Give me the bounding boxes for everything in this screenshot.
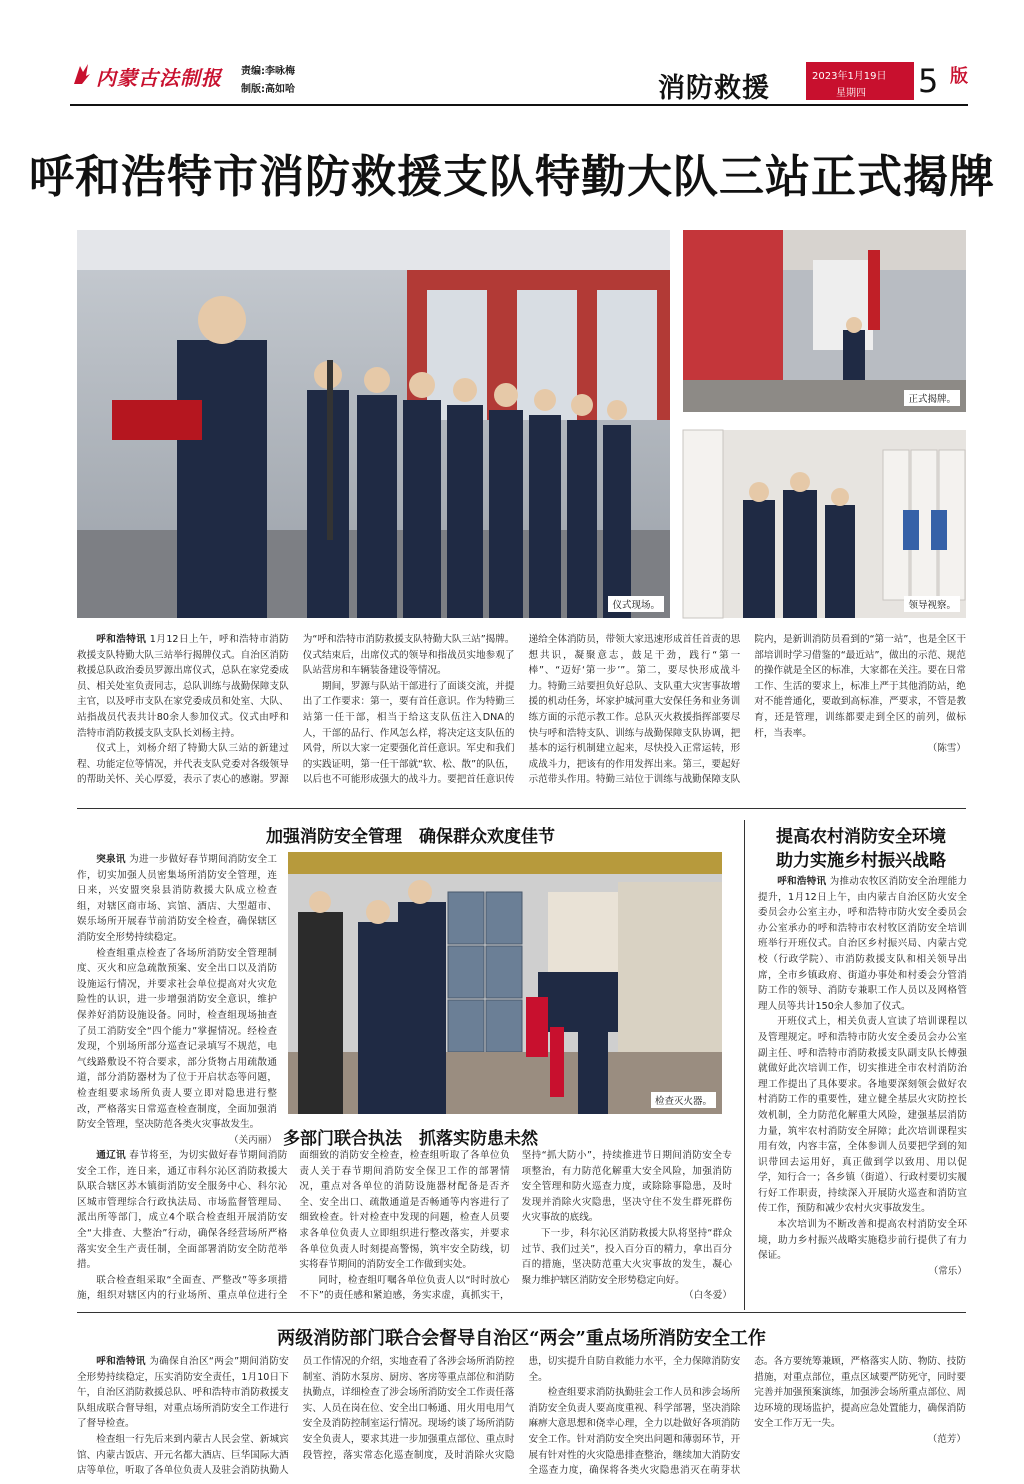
story1-paragraph: 呼和浩特讯 1月12日上午，呼和浩特市消防救援支队特勤大队三站举行揭牌仪式。自治区消防救援总队政治委员罗源出席仪式，总队在家党委成员、相关处室负责同志，总队训练与战勤保障支队主官，以及呼市支队在家党委成员和处室、大队、站指战员代表共计80余人参加仪式。仪式由呼和浩特市消防救援支队支队长刘杨主持。	[77, 634, 289, 739]
story4-headline: 提高农村消防安全环境	[776, 827, 946, 847]
divider-story1	[77, 808, 966, 809]
story5-paragraph: 呼和浩特讯 为确保自治区“两会”期间消防安全形势持续稳定，压实消防安全责任，1月10日下午，自治区消防救援总队、呼和浩特市消防救援支队组成联合督导组，对重点场所消防安全工作进行了督导检查。	[77, 1356, 289, 1430]
page-suffix: 版	[950, 66, 968, 87]
unveil-photo	[683, 230, 966, 412]
story4-paragraph: 呼和浩特讯 为推动农牧区消防安全治理能力提升，1月12日上午，由内蒙古自治区防火安全委员会办公室主办，呼和浩特市防火安全委员会办公室承办的呼和浩特市农村牧区消防安全培训班举行开班仪式。自治区乡村振兴局、内蒙古党校（行政学院）、市消防救援支队和相关领导出席，全市乡镇政府、街道办事处和村委会分管消防工作的领导、消防专兼职工作人员以及网格管理人员等共计150余人参加了仪式。	[758, 876, 968, 1012]
story1-paragraph: 仪式上，刘杨介绍了特勤大队三站的新建过程、功能定位等情况，并代表支队党委对各级领导的帮助关怀、关心厚爱，表示了衷心的感谢。罗源为“呼和浩特市消防救援支队特勤大队三站”揭牌。仪式结束后，出席仪式的领导和指战员实地参观了队站营房和车辆装备建设等情况。	[77, 634, 515, 786]
story5-lead: 呼和浩特讯	[96, 1356, 146, 1367]
story5-body	[77, 1354, 966, 1480]
story3-paragraph: 下一步，科尔沁区消防救援大队将坚持“群众过节、我们过关”，投入百分百的精力，拿出百分百的措施，坚决防范重大火灾事故的发生，凝心聚力维护辖区消防安全形势稳定向好。	[521, 1227, 732, 1286]
story3-paragraph: 通辽讯 春节将至，为切实做好春节期间消防安全工作，连日来，通辽市科尔沁区消防救援大队联合辖区苏木镇街消防安全服务中心、科尔沁区城市管理综合行政执法局、市场监督管理局、派出所等部门，成立4个联合检查组开展消防安全“大排查、大整治”行动，确保各经营场所严格落实安全生产责任制，全面部署消防安全防范举措。	[77, 1150, 288, 1271]
story4-body	[758, 874, 967, 1304]
story1-signature: （陈雪）	[927, 743, 966, 755]
story5-headline: 两级消防部门联合会督导自治区“两会”重点场所消防安全工作	[277, 1328, 766, 1349]
issue-weekday: 星期四	[836, 88, 866, 99]
ceremony-caption: 仪式现场。	[608, 596, 664, 612]
story5-signature: （范芳）	[927, 1433, 966, 1445]
story4-headline2: 助力实施乡村振兴战略	[776, 851, 946, 871]
story5-paragraph: 检查组一行先后来到内蒙古人民会堂、新城宾馆、内蒙古饭店、开元名都大酒店、巨华国际大酒店等单位，听取了各单位负责人及驻会消防执勤人员工作情况的介绍，实地查看了各涉会场所消防控制室、消防水泵房、厨房、客房等重点部位和消防执勤点，详细检查了涉会场所消防安全工作责任落实、人员在岗在位、安全出口畅通、用火用电用气安全及消防控制室运行情况。现场约谈了场所消防安全负责人，要求其进一步加强重点部位、重点时段管控，落实常态化巡查制度，及时消除火灾隐患，切实提升自防自救能力水平，全力保障消防安全。	[77, 1356, 741, 1477]
divider-story5	[77, 1312, 966, 1313]
story2-paragraph: 突泉讯 为进一步做好春节期间消防安全工作，切实加强人员密集场所消防安全管理，连日来，兴安盟突泉县消防救援大队成立检查组，对辖区商市场、宾馆、酒店、大型超市、娱乐场所开展春节前消防安全检查，确保辖区消防安全形势持续稳定。	[77, 854, 277, 943]
logo-emblem-icon	[70, 62, 92, 86]
story1-paragraph: 期间，罗源与队站干部进行了面谈交流，并提出了工作要求：第一，要有首任意识。作为特勤三站第一任干部，相当于给这支队伍注入DNA的人，干部的品行、作风怎么样，将决定这支队伍的风骨，所以大家一定要强化首任意识。军史和我们的实践证明，第一任干部就“软、松、散”的队伍，以后也不可能形成强大的战斗力。要把首任意识传递给全体消防员，带领大家迅速形成首任首责的思想共识，凝聚意志，鼓足干劲，践行“第一棒”、“迈好‘第一步’”。第二，要尽快形成战斗力。特勤三站要担负好总队、支队重大灾害事故增援的机动任务，坏家护城河重大安保任务和业务训练方面的示范示教工作。总队灭火救援指挥部要尽快与呼和浩特支队、训练与战勤保障支队协调，把基本的运行机制建立起来，尽快投入正常运转，形成战斗力，把该有的作用发挥出来。第三，要起好示范带头作用。特勤三站位于训练与战勤保障支队院内，是新训消防员看到的“第一站”，也是全区干部培训时学习借鉴的“最近站”，做出的示范、规范的操作就是全区的标准，大家都在关注。要在日常工作、生活的要求上，标准上严于其他消防站，绝对不能普通化，要敢到高标准，严要求，不管是教育，还是管理，训练都要走到全区的前列，做标杆，当表率。	[302, 634, 966, 786]
date-box	[806, 62, 914, 100]
divider-vertical	[744, 820, 745, 1310]
story1-body	[77, 632, 966, 802]
story3-paragraph: 联合检查组采取“全面查、严整改”等多项措施，组织对辖区内的行业场所、重点单位进行全面细致的消防安全检查，检查组听取了各单位负责人关于春节期间消防安全保卫工作的部署情况，重点对各单位的消防设施器材配备是否齐全、安全出口、疏散通道是否畅通等内容进行了细致检查。针对检查中发现的问题，检查人员要求各单位负责人立即组织进行整改落实，并要求各单位负责人时刻提高警惕，筑牢安全防线，切实将春节期间的消防安全工作做到实处。	[77, 1150, 510, 1302]
story3-paragraph: 同时，检查组叮嘱各单位负责人以“时时放心不下”的责任感和紧迫感，务实求虚，真抓实干，坚持“抓大防小”，持续推进节日期间消防安全专项整治，有力防范化解重大安全风险，加强消防安全管理和防火巡查力度，或除除事隐患，及时发现并消除火灾隐患，坚决守住不发生群死群伤火灾事故的底线。	[299, 1150, 732, 1302]
masthead-rule	[70, 104, 968, 106]
extinguisher-photo	[288, 852, 722, 1114]
issue-date: 2023年1月19日	[812, 71, 887, 82]
ceremony-photo	[77, 230, 670, 618]
paper-name: 内蒙古法制报	[96, 66, 222, 90]
story2-lead: 突泉讯	[96, 854, 126, 865]
inspect-caption: 领导视察。	[904, 596, 960, 612]
extinguisher-caption: 检查灭火器。	[651, 1092, 716, 1108]
story2-signature: （关丙丽）	[229, 1134, 277, 1146]
story4-paragraph: 开班仪式上，相关负责人宣读了培训课程以及管理规定。呼和浩特市防火安全委员会办公室副主任、呼和浩特市消防救援支队副支队长傅强就做好此次培训工作，切实推进全市农村消防治理工作提出了具体要求。各地要深刻领会做好农村消防工作的重要性，建立健全基层火灾防控长效机制，全力防范化解重大风险，建强基层消防力量，筑牢农村消防安全屏障；此次培训课程实用有效，内容丰富，全体参训人员要把学到的知识带回去运用好，真正做到学以致用、用以促学，知行合一；各乡镇（街道）、行政村要切实履行好工作职责，持续深入开展防火巡查和消防宣传工作，预防和减少农村火灾事故发生。	[758, 1016, 967, 1215]
story2-paragraph: 检查组重点检查了各场所消防安全管理制度、灭火和应急疏散预案、安全出口以及消防设施运行情况，并要求社会单位提高对火灾危险性的认识，进一步增强消防安全意识，维护保养好消防设施设备。同时，检查组现场抽查了员工消防安全“四个能力”掌握情况。经检查发现，个别场所部分巡查记录填写不规范，电气线路敷设不符合要求，部分货物占用疏散通道，部分消防器材为了位于开启状态等问题，检查组要求场所负责人要立即对隐患进行整改，严格落实日常巡查检查制度，全面加强消防安全管理，坚决防范各类火灾事故发生。	[77, 947, 277, 1131]
masthead	[0, 0, 1024, 110]
unveil-caption: 正式揭牌。	[904, 390, 960, 406]
editor-credit: 责编:李咏梅	[241, 66, 295, 77]
story3-lead: 通辽讯	[96, 1150, 126, 1161]
page-number: 5	[918, 62, 939, 100]
story4-signature: （常乐）	[928, 1265, 967, 1277]
story3-body	[77, 1148, 732, 1306]
producer-credit: 制版:高如哈	[241, 84, 295, 95]
story4-paragraph: 本次培训为不断改善和提高农村消防安全环境，助力乡村振兴战略实施稳步前行提供了有力保证。	[758, 1219, 967, 1262]
section-title: 消防救援	[658, 73, 770, 104]
story2-headline: 加强消防安全管理 确保群众欢度佳节	[266, 827, 555, 847]
inspect-photo	[683, 430, 966, 618]
story1-lead: 呼和浩特讯	[96, 634, 147, 645]
story1-headline: 呼和浩特市消防救援支队特勤大队三站正式揭牌	[28, 150, 995, 203]
story2-body	[77, 852, 277, 1146]
story5-paragraph: 检查组要求消防执勤驻会工作人员和涉会场所消防安全负责人要高度重视、科学部署，坚决消除麻痹大意思想和侥幸心理，全力以赴做好各项消防安全工作。针对消防安全突出问题和薄弱环节，开展有针对性的火灾隐患排查整治，继续加大消防安全巡查力度，确保将各类火灾隐患消灭在萌芽状态。各方要统筹兼顾，严格落实人防、物防、技防措施，对重点部位，重点区域要严防死守，同时要完善并加强预案演练，加强涉会场所重点部位、周边环境的现场监护，提高应急处置能力，确保消防安全工作万无一失。	[528, 1356, 966, 1477]
story3-signature: （白冬爱）	[684, 1290, 732, 1302]
story4-lead: 呼和浩特讯	[777, 876, 827, 887]
story3-headline: 多部门联合执法 抓落实防患未然	[283, 1129, 538, 1149]
